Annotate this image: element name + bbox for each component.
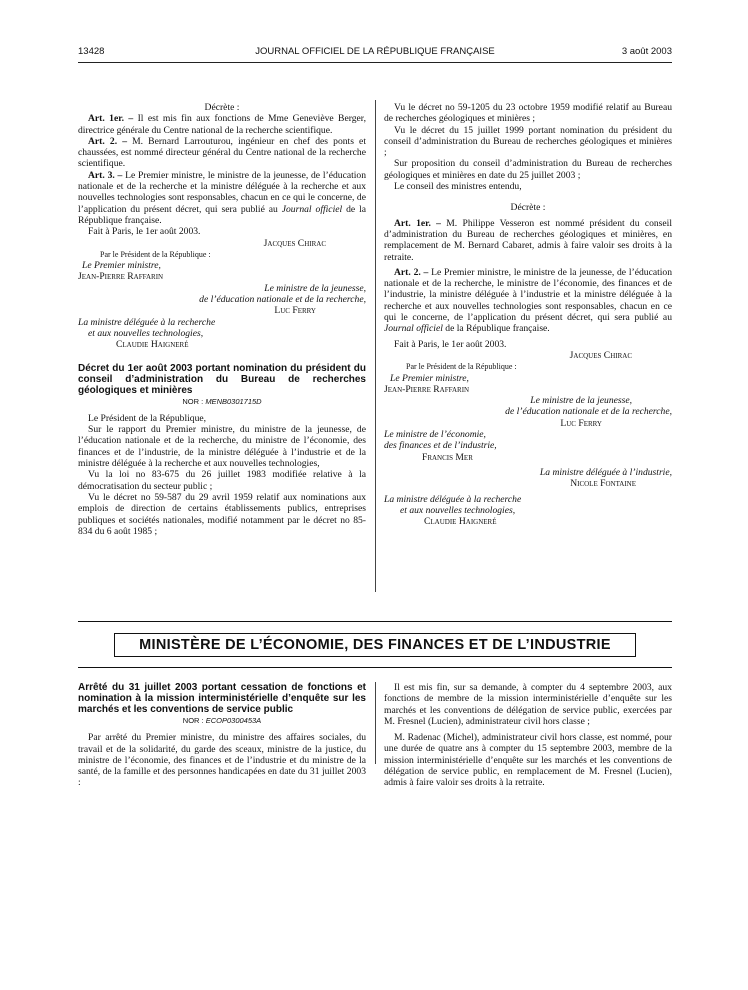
- nor-ref: MENB0301715D: [205, 396, 262, 406]
- minister-name: Luc Ferry: [274, 305, 316, 317]
- paragraph: Sur proposition du conseil d’administration du Bureau de recherches géologiques et minières en date du 25 juillet 2003 ;: [384, 158, 672, 181]
- paragraph: Vu le décret no 59-587 du 29 avril 1959 relatif aux nominations aux emplois de direction de certains établissements publics, entreprises publiques et sociétés nationales, modifié notamment par le décret no 85-834 du 6 août 1985 ;: [78, 491, 366, 537]
- nor-line: [78, 396, 366, 407]
- pm-title: Le Premier ministre,: [390, 372, 469, 384]
- paragraph: Vu la loi no 83-675 du 26 juillet 1983 modifiée relative à la démocratisation du secteur public ;: [78, 469, 366, 492]
- paragraph: Le conseil des ministres entendu,: [394, 181, 522, 193]
- minister-title: Le ministre de l’économie,: [384, 429, 486, 441]
- minister-name: Claudie Haigneré: [424, 516, 497, 528]
- article-label: Art. 2. –: [394, 266, 429, 278]
- page-header: [78, 46, 672, 60]
- paragraph: Le Président de la République,: [88, 412, 207, 424]
- article-1: [384, 218, 672, 263]
- minister-title: La ministre déléguée à l’industrie,: [539, 466, 672, 478]
- minister-name: Nicole Fontaine: [570, 478, 636, 490]
- minister-title: et aux nouvelles technologies,: [400, 504, 516, 516]
- article-label: Art. 3. –: [88, 169, 123, 181]
- paragraph: Par arrêté du Premier ministre, du ministre des affaires sociales, du travail et de la solidarité, du garde des sceaux, ministre de la justice, du ministre de l’économie, des finances et de l’industrie et du ministre de la santé, de la famille et des personnes handicapées en date du 31 juillet 2003 :: [78, 732, 366, 789]
- journal-ref: Journal officiel: [281, 203, 343, 215]
- article-label: Art. 1er. –: [394, 217, 441, 229]
- article-text: de la République française.: [78, 203, 366, 226]
- minister-title: des finances et de l’industrie,: [384, 440, 497, 452]
- ministry-banner: MINISTÈRE DE L’ÉCONOMIE, DES FINANCES ET DE L’INDUSTRIE: [114, 633, 636, 657]
- header-rule: [78, 62, 672, 63]
- decrete-heading: Décrète :: [204, 102, 240, 113]
- paragraph: Il est mis fin, sur sa demande, à compter du 4 septembre 2003, aux fonctions de membre de la mission interministérielle d’enquête sur les marchés et les conventions de délégation de service public, exercées par M. Fresnel (Lucien), administrateur civil hors classe ;: [384, 682, 672, 727]
- nor-label: NOR :: [182, 396, 204, 406]
- par-le-president: Par le Président de la République :: [100, 249, 211, 259]
- article-2: [384, 267, 672, 335]
- article-text: de la République française.: [442, 323, 550, 335]
- article-label: Art. 1er. –: [88, 113, 134, 125]
- paragraph: Sur le rapport du Premier ministre, du ministre de la jeunesse, de l’éducation nationale et de la recherche, du ministre de l’économie, des finances et de l’industrie, de la ministre déléguée à l’industrie et de la ministre déléguée à la recherche et aux nouvelles technologies,: [78, 424, 366, 470]
- article-text: Il est mis fin aux fonctions de Mme Geneviève Berger, directrice générale du Centre national de la recherche scientifique.: [78, 113, 366, 136]
- minister-name: Francis Mer: [422, 451, 473, 463]
- minister-title: La ministre déléguée à la recherche: [384, 493, 522, 505]
- nor-label: NOR :: [182, 716, 204, 725]
- article-text: Le Premier ministre, le ministre de la jeunesse, de l’éducation nationale et de la recherche, le ministre de l’économie, des finances et de l’industrie, la ministre déléguée à l’industrie et la ministre déléguée à la recherche et aux nouvelles technologies sont responsables, chacun en ce qui le concerne, de l’application du présent décret, qui sera publié au: [384, 266, 673, 324]
- pm-name: Jean-Pierre Raffarin: [78, 271, 164, 283]
- issue-date: 3 août 2003: [621, 46, 672, 57]
- minister-title: de l’éducation nationale et de la recherche,: [505, 406, 672, 418]
- arrete-title: Arrêté du 31 juillet 2003 portant cessation de fonctions et nomination à la mission interministérielle d’enquête sur les marchés et les conventions de service public: [78, 682, 366, 715]
- column-separator: [375, 682, 376, 764]
- nor-line: [78, 715, 366, 726]
- article-text: M. Bernard Larrouturou, ingénieur en chef des ponts et chaussées, est nommé directeur général du Centre national de la recherche scientifique.: [78, 135, 366, 170]
- signer-name: Jacques Chirac: [263, 237, 326, 249]
- pm-name: Jean-Pierre Raffarin: [384, 383, 470, 395]
- journal-ref: Journal officiel: [384, 323, 443, 335]
- minister-title: et aux nouvelles technologies,: [88, 327, 204, 339]
- signer-name: Jacques Chirac: [569, 349, 632, 361]
- nor-ref: ECOP0300453A: [205, 716, 262, 725]
- minister-name: Claudie Haigneré: [116, 339, 189, 351]
- column-left: [78, 102, 366, 537]
- pm-title: Le Premier ministre,: [82, 260, 161, 272]
- banner-rule-bottom: [78, 667, 672, 668]
- minister-title: La ministre déléguée à la recherche: [78, 316, 216, 328]
- minister-title: de l’éducation nationale et de la recherche,: [199, 294, 366, 306]
- par-le-president: Par le Président de la République :: [406, 362, 517, 372]
- column-right-lower: [384, 682, 672, 789]
- article-text: M. Philippe Vesseron est nommé président du conseil d’administration du Bureau de recherches géologiques et minières, en remplacement de M. Bernard Cabaret, admis à faire valoir ses droits à la retraite.: [384, 217, 672, 263]
- article-1: [78, 113, 366, 136]
- paragraph: M. Radenac (Michel), administrateur civil hors classe, est nommé, pour une durée de quatre ans à compter du 15 septembre 2003, membre de la mission interministérielle d’enquête sur les marchés et les conventions de délégation de service public, en remplacement de M. Fresnel (Lucien), admis à faire valoir ses droits à la retraite.: [384, 732, 672, 789]
- decret-title: Décret du 1er août 2003 portant nomination du président du conseil d’administration du Bureau de recherches géologiques et minières: [78, 362, 366, 396]
- fait-line: Fait à Paris, le 1er août 2003.: [88, 226, 201, 238]
- minister-title: Le ministre de la jeunesse,: [264, 282, 366, 294]
- article-2: [78, 136, 366, 170]
- fait-line: Fait à Paris, le 1er août 2003.: [394, 338, 507, 350]
- minister-title: Le ministre de la jeunesse,: [530, 395, 632, 407]
- decrete-heading: Décrète :: [510, 202, 546, 214]
- column-left-lower: [78, 682, 366, 789]
- page-number: 13428: [78, 46, 105, 57]
- article-3: [78, 170, 366, 226]
- paragraph: Vu le décret no 59-1205 du 23 octobre 1959 modifié relatif au Bureau de recherches géologiques et minières ;: [384, 102, 672, 125]
- journal-title: JOURNAL OFFICIEL DE LA RÉPUBLIQUE FRANÇAISE: [255, 46, 495, 57]
- banner-rule-top: [78, 621, 672, 622]
- minister-name: Luc Ferry: [560, 417, 602, 429]
- article-label: Art. 2. –: [88, 135, 128, 147]
- paragraph: Vu le décret du 15 juillet 1999 portant nomination du président du conseil d’administration du Bureau de recherches géologiques et minières ;: [384, 124, 672, 159]
- article-text: Le Premier ministre, le ministre de la jeunesse, de l’éducation nationale et de la recherche et la ministre déléguée à la recherche et aux nouvelles technologies sont responsables, chacun en ce qui le concerne, de l’application du présent décret, qui sera publié au: [78, 169, 367, 215]
- column-right: [384, 102, 672, 527]
- column-separator: [375, 100, 376, 592]
